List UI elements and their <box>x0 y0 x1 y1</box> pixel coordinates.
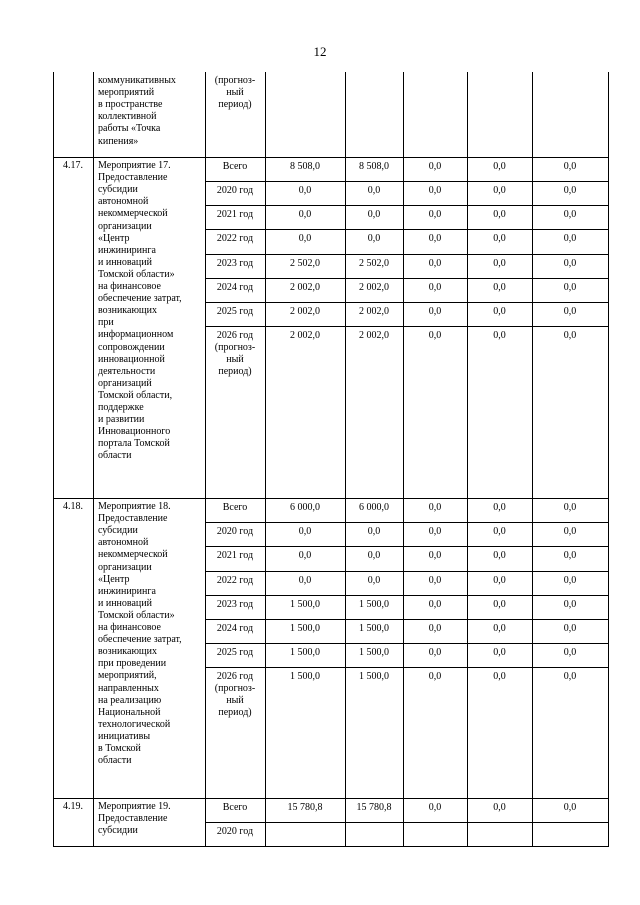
extrabudget-amount: 0,0 <box>563 209 577 220</box>
subrow-border <box>205 205 609 206</box>
measure-name-line: в Томской <box>98 743 141 754</box>
regional-budget-amount: 0,0 <box>367 233 381 244</box>
measure-name-line: на реализацию <box>98 694 162 706</box>
year-label: 2022 год <box>216 233 254 244</box>
measure-name-line: при <box>98 317 114 329</box>
measure-name-line: субсидии <box>98 184 138 196</box>
regional-budget-amount: 2 002,0 <box>359 282 389 293</box>
total-amount: 6 000,0 <box>290 502 320 513</box>
measure-name-line: некоммерческой <box>98 549 168 561</box>
extrabudget-amount: 0,0 <box>563 802 577 813</box>
measure-name-line: организаций <box>98 377 152 389</box>
local-budget-amount: 0,0 <box>493 647 506 658</box>
measure-name-line: Томской области» <box>98 609 175 621</box>
measure-name-line: Томской области, <box>98 389 173 401</box>
column-border <box>608 72 609 847</box>
measure-name-line: инновационной <box>98 353 165 365</box>
regional-budget-amount: 6 000,0 <box>359 502 389 513</box>
regional-budget-amount: 0,0 <box>367 550 381 561</box>
subrow-border <box>205 667 609 668</box>
continued-period-line: период) <box>218 99 252 111</box>
regional-budget-amount: 1 500,0 <box>359 623 389 634</box>
continued-name-line: работы «Точка <box>98 123 161 135</box>
measure-name-line: Инновационного <box>98 426 171 438</box>
extrabudget-amount: 0,0 <box>563 306 577 317</box>
regional-budget-amount: 0,0 <box>367 575 381 586</box>
local-budget-amount: 0,0 <box>493 161 506 172</box>
total-amount: 1 500,0 <box>290 671 320 682</box>
year-label: 2024 год <box>216 282 254 293</box>
federal-budget-amount: 0,0 <box>428 209 442 220</box>
federal-budget-amount: 0,0 <box>428 802 442 813</box>
measure-name-line: обеспечение затрат, <box>98 293 182 305</box>
regional-budget-amount: 0,0 <box>367 526 381 537</box>
total-amount: 0,0 <box>298 185 312 196</box>
total-amount: 1 500,0 <box>290 623 320 634</box>
measure-name-line: сопровождении <box>98 341 165 353</box>
subrow-border <box>205 546 609 547</box>
year-label: 2025 год <box>216 647 254 658</box>
measure-name-line: субсидии <box>98 525 138 537</box>
measure-name-line: обеспечение затрат, <box>98 634 182 646</box>
regional-budget-amount: 8 508,0 <box>359 161 389 172</box>
extrabudget-amount: 0,0 <box>563 233 577 244</box>
continued-name-line: в пространстве <box>98 99 163 111</box>
subrow-border <box>205 522 609 523</box>
federal-budget-amount: 0,0 <box>428 550 442 561</box>
measure-name-line: организации <box>98 561 152 573</box>
measure-name-line: портала Томской <box>98 438 170 450</box>
forecast-period-note: период) <box>218 707 252 719</box>
forecast-period-note: ный <box>226 354 244 366</box>
regional-budget-amount: 2 502,0 <box>359 258 389 269</box>
federal-budget-amount: 0,0 <box>428 330 442 341</box>
local-budget-amount: 0,0 <box>493 802 506 813</box>
local-budget-amount: 0,0 <box>493 258 506 269</box>
local-budget-amount: 0,0 <box>493 575 506 586</box>
subrow-border <box>205 278 609 279</box>
measure-name-line: Предоставление <box>98 513 168 525</box>
measure-name-line: инициативы <box>98 730 151 742</box>
subrow-border <box>205 822 609 823</box>
page-number: 12 <box>313 44 327 59</box>
continued-name-line: кипения» <box>98 135 139 147</box>
row-border <box>53 498 609 499</box>
measure-name-line: области <box>98 450 132 462</box>
year-label: Всего <box>222 802 248 813</box>
local-budget-amount: 0,0 <box>493 502 506 513</box>
measure-name-line: организации <box>98 220 152 232</box>
subrow-border <box>205 181 609 182</box>
row-border <box>53 798 609 799</box>
year-label: 2026 год <box>216 330 254 341</box>
measure-name-line: при проведении <box>98 658 167 670</box>
federal-budget-amount: 0,0 <box>428 623 442 634</box>
federal-budget-amount: 0,0 <box>428 185 442 196</box>
total-amount: 2 002,0 <box>290 282 320 293</box>
total-amount: 15 780,8 <box>287 802 323 813</box>
measure-name-line: и инноваций <box>98 256 152 268</box>
local-budget-amount: 0,0 <box>493 185 506 196</box>
federal-budget-amount: 0,0 <box>428 647 442 658</box>
subrow-border <box>205 595 609 596</box>
federal-budget-amount: 0,0 <box>428 258 442 269</box>
measure-name-line: Мероприятие 19. <box>98 801 171 812</box>
year-label: 2024 год <box>216 623 254 634</box>
total-amount: 1 500,0 <box>290 647 320 658</box>
regional-budget-amount: 0,0 <box>367 185 381 196</box>
total-amount: 0,0 <box>298 575 312 586</box>
subrow-border <box>205 643 609 644</box>
total-amount: 0,0 <box>298 526 312 537</box>
measure-name-line: автономной <box>98 196 149 208</box>
extrabudget-amount: 0,0 <box>563 330 577 341</box>
measure-name-line: Мероприятие 18. <box>98 501 171 512</box>
row-number: 4.19. <box>63 801 83 812</box>
federal-budget-amount: 0,0 <box>428 161 442 172</box>
total-amount: 0,0 <box>298 550 312 561</box>
local-budget-amount: 0,0 <box>493 209 506 220</box>
row-number: 4.18. <box>63 501 83 512</box>
year-label: 2020 год <box>216 185 254 196</box>
extrabudget-amount: 0,0 <box>563 623 577 634</box>
measure-name-line: мероприятий, <box>98 670 157 682</box>
year-label: 2020 год <box>216 526 254 537</box>
federal-budget-amount: 0,0 <box>428 575 442 586</box>
year-label: Всего <box>222 502 248 513</box>
year-label: 2020 год <box>216 826 254 837</box>
local-budget-amount: 0,0 <box>493 599 506 610</box>
measure-name-line: на финансовое <box>98 281 161 292</box>
total-amount: 1 500,0 <box>290 599 320 610</box>
measure-name-line: поддержке <box>98 402 144 413</box>
year-label: 2023 год <box>216 258 254 269</box>
measure-name-line: направленных <box>98 682 159 694</box>
extrabudget-amount: 0,0 <box>563 526 577 537</box>
column-border <box>93 72 94 847</box>
local-budget-amount: 0,0 <box>493 330 506 341</box>
subrow-border <box>205 619 609 620</box>
extrabudget-amount: 0,0 <box>563 599 577 610</box>
measure-name-line: некоммерческой <box>98 208 168 220</box>
federal-budget-amount: 0,0 <box>428 526 442 537</box>
extrabudget-amount: 0,0 <box>563 647 577 658</box>
total-amount: 0,0 <box>298 209 312 220</box>
subrow-border <box>205 571 609 572</box>
year-label: 2023 год <box>216 599 254 610</box>
measure-name-line: технологической <box>98 718 171 730</box>
total-amount: 2 002,0 <box>290 306 320 317</box>
continued-period-line: (прогноз- <box>214 75 256 86</box>
extrabudget-amount: 0,0 <box>563 671 577 682</box>
regional-budget-amount: 0,0 <box>367 209 381 220</box>
federal-budget-amount: 0,0 <box>428 671 442 682</box>
row-border <box>53 157 609 158</box>
continued-name-line: коллективной <box>98 111 157 123</box>
continued-period-line: ный <box>226 87 244 99</box>
measure-name-line: Мероприятие 17. <box>98 160 171 171</box>
forecast-period-note: ный <box>226 695 244 707</box>
total-amount: 8 508,0 <box>290 161 320 172</box>
table-bottom-border <box>53 846 609 847</box>
local-budget-amount: 0,0 <box>493 526 506 537</box>
measure-name-line: деятельности <box>98 365 156 377</box>
year-label: 2021 год <box>216 209 254 220</box>
total-amount: 2 502,0 <box>290 258 320 269</box>
measure-name-line: на финансовое <box>98 622 161 633</box>
measure-name-line: инжиниринга <box>98 585 156 597</box>
regional-budget-amount: 2 002,0 <box>359 330 389 341</box>
regional-budget-amount: 1 500,0 <box>359 671 389 682</box>
measure-name-line: и инноваций <box>98 597 152 609</box>
measure-name-line: Предоставление <box>98 813 168 825</box>
extrabudget-amount: 0,0 <box>563 575 577 586</box>
federal-budget-amount: 0,0 <box>428 599 442 610</box>
measure-name-line: информационном <box>98 329 174 341</box>
forecast-period-note: период) <box>218 366 252 378</box>
forecast-period-note: (прогноз- <box>214 683 256 695</box>
measure-name-line: возникающих <box>98 305 157 317</box>
regional-budget-amount: 1 500,0 <box>359 599 389 610</box>
measure-name-line: инжиниринга <box>98 244 156 256</box>
measure-name-line: Предоставление <box>98 172 168 184</box>
extrabudget-amount: 0,0 <box>563 185 577 196</box>
federal-budget-amount: 0,0 <box>428 502 442 513</box>
row-number: 4.17. <box>63 160 83 171</box>
total-amount: 2 002,0 <box>290 330 320 341</box>
subrow-border <box>205 302 609 303</box>
measure-name-line: «Центр <box>98 232 130 244</box>
subrow-border <box>205 326 609 327</box>
extrabudget-amount: 0,0 <box>563 550 577 561</box>
measure-name-line: возникающих <box>98 646 157 658</box>
subrow-border <box>205 229 609 230</box>
local-budget-amount: 0,0 <box>493 233 506 244</box>
regional-budget-amount: 15 780,8 <box>356 802 392 813</box>
column-border <box>53 72 54 847</box>
local-budget-amount: 0,0 <box>493 671 506 682</box>
year-label: 2026 год <box>216 671 254 682</box>
regional-budget-amount: 2 002,0 <box>359 306 389 317</box>
extrabudget-amount: 0,0 <box>563 502 577 513</box>
continued-name-line: мероприятий <box>98 87 155 99</box>
year-label: Всего <box>222 161 248 172</box>
federal-budget-amount: 0,0 <box>428 306 442 317</box>
measure-name-line: автономной <box>98 537 149 549</box>
year-label: 2022 год <box>216 575 254 586</box>
measure-name-line: субсидии <box>98 825 138 837</box>
measure-name-line: Национальной <box>98 706 161 718</box>
local-budget-amount: 0,0 <box>493 550 506 561</box>
subrow-border <box>205 254 609 255</box>
year-label: 2025 год <box>216 306 254 317</box>
measure-name-line: области <box>98 755 132 767</box>
measure-name-line: и развитии <box>98 414 145 426</box>
regional-budget-amount: 1 500,0 <box>359 647 389 658</box>
forecast-period-note: (прогноз- <box>214 342 256 354</box>
federal-budget-amount: 0,0 <box>428 282 442 293</box>
continued-name-line: коммуникативных <box>98 75 176 86</box>
extrabudget-amount: 0,0 <box>563 258 577 269</box>
total-amount: 0,0 <box>298 233 312 244</box>
extrabudget-amount: 0,0 <box>563 282 577 293</box>
federal-budget-amount: 0,0 <box>428 233 442 244</box>
measure-name-line: «Центр <box>98 573 130 585</box>
extrabudget-amount: 0,0 <box>563 161 577 172</box>
year-label: 2021 год <box>216 550 254 561</box>
local-budget-amount: 0,0 <box>493 306 506 317</box>
measure-name-line: Томской области» <box>98 268 175 280</box>
local-budget-amount: 0,0 <box>493 282 506 293</box>
local-budget-amount: 0,0 <box>493 623 506 634</box>
